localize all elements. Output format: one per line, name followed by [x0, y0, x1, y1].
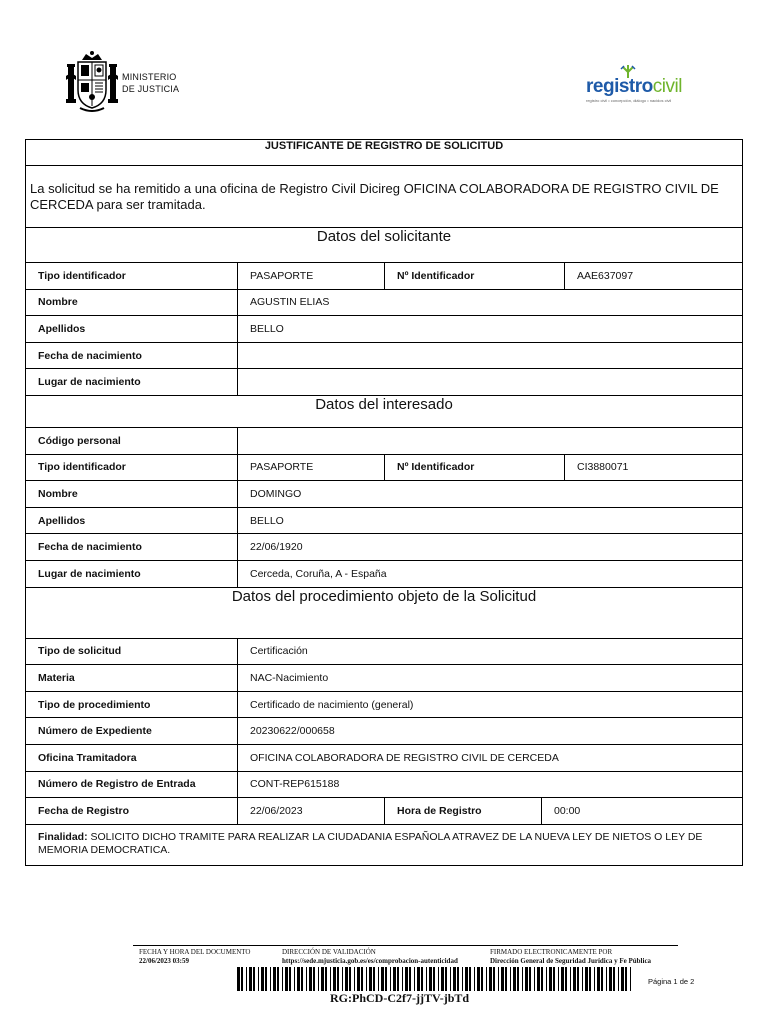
- field-label: Tipo identificador: [38, 269, 126, 282]
- table-row: [26, 534, 742, 561]
- field-label: Número de Expediente: [38, 725, 152, 738]
- field-label: Oficina Tramitadora: [38, 751, 137, 764]
- ministry-line-2: DE JUSTICIA: [122, 84, 180, 94]
- field-value: 00:00: [541, 798, 742, 824]
- section-heading-solicitante: [26, 228, 742, 263]
- field-label: Nombre: [38, 296, 78, 309]
- form-title: [26, 140, 742, 166]
- field-value: 20230622/000658: [237, 718, 742, 744]
- field-value: CONT-REP615188: [237, 772, 742, 798]
- ministry-name: [122, 71, 179, 95]
- field-label: Tipo identificador: [38, 461, 126, 474]
- table-row: [26, 263, 742, 290]
- footer-validation-block: [282, 948, 458, 965]
- intro-text-content: La solicitud se ha remitido a una oficina de Registro Civil Dicireg OFICINA COLABORADORA DE REGISTRO CIVIL DE CERCEDA para ser tramitada.: [30, 180, 719, 212]
- footer-date-label: FECHA Y HORA DEL DOCUMENTO: [139, 948, 251, 956]
- table-row: [26, 772, 742, 799]
- table-row: [26, 316, 742, 343]
- section-heading-procedimiento-text: Datos del procedimiento objeto de la Solicitud: [231, 587, 537, 605]
- field-value: Certificación: [237, 639, 742, 665]
- ministerio-justicia-logo: [64, 50, 194, 120]
- barcode-icon: [237, 967, 631, 991]
- section-heading-interesado: [26, 396, 742, 428]
- field-value: AGUSTIN ELIAS: [237, 290, 742, 316]
- footer-signature-block: [490, 948, 651, 965]
- field-label: Fecha de nacimiento: [38, 541, 142, 554]
- brand-main: registro: [586, 76, 653, 97]
- field-value: [237, 369, 742, 395]
- ministry-line-1: MINISTERIO: [122, 72, 177, 82]
- finalidad-label: Finalidad:: [38, 830, 88, 843]
- brand-wordmark: [586, 76, 682, 98]
- footer-divider: [133, 945, 678, 946]
- table-row: [26, 798, 742, 825]
- section-heading-procedimiento: [26, 588, 742, 639]
- field-label: Fecha de Registro: [38, 804, 130, 817]
- registro-civil-logo: [582, 62, 692, 106]
- field-value: NAC-Nacimiento: [237, 665, 742, 691]
- coat-of-arms-icon: [64, 50, 120, 116]
- table-row: [26, 290, 742, 317]
- field-value: 22/06/2023: [237, 798, 384, 824]
- registration-receipt-form: [25, 139, 743, 866]
- field-value: [237, 428, 742, 454]
- field-value: BELLO: [237, 508, 742, 534]
- field-label: Número de Registro de Entrada: [38, 778, 196, 791]
- field-label: Tipo de solicitud: [38, 645, 122, 658]
- brand-accent: civil: [652, 76, 682, 97]
- section-heading-solicitante-text: Datos del solicitante: [316, 228, 452, 245]
- field-label: Lugar de nacimiento: [38, 567, 141, 580]
- field-label: Tipo de procedimiento: [38, 698, 151, 711]
- table-row: [26, 481, 742, 508]
- field-label: Código personal: [38, 434, 121, 447]
- field-label: Nº Identificador: [384, 263, 564, 289]
- verification-code: RG:PhCD-C2f7-jjTV-jbTd: [330, 991, 470, 1005]
- field-value: DOMINGO: [237, 481, 742, 507]
- field-value: 22/06/1920: [237, 534, 742, 560]
- field-value: Cerceda, Coruña, A - España: [237, 561, 742, 587]
- field-label: Fecha de nacimiento: [38, 349, 142, 362]
- field-label: Nº Identificador: [384, 455, 564, 481]
- table-row: [26, 718, 742, 745]
- table-row: [26, 369, 742, 396]
- table-row: [26, 692, 742, 719]
- table-row: [26, 508, 742, 535]
- intro-text: [26, 166, 742, 228]
- section-heading-interesado-text: Datos del interesado: [315, 395, 453, 413]
- field-value: CI3880071: [564, 455, 742, 481]
- field-label: Apellidos: [38, 514, 86, 527]
- finalidad-text: SOLICITO DICHO TRAMITE PARA REALIZAR LA CIUDADANIA ESPAÑOLA ATRAVEZ DE LA NUEVA LEY DE NIETOS O LEY DE MEMORIA DEMOCRATICA.: [38, 830, 703, 856]
- table-row: [26, 561, 742, 588]
- field-label: Apellidos: [38, 322, 86, 335]
- table-row: [26, 343, 742, 370]
- footer-signature-value: Dirección General de Seguridad Jurídica y Fe Pública: [490, 957, 652, 965]
- footer-validation-label: DIRECCIÓN DE VALIDACIÓN: [282, 948, 376, 956]
- field-value: AAE637097: [564, 263, 742, 289]
- table-row: [26, 665, 742, 692]
- field-label: Hora de Registro: [384, 798, 541, 824]
- table-row: [26, 455, 742, 482]
- field-value: PASAPORTE: [237, 455, 384, 481]
- footer-validation-url[interactable]: https://sede.mjusticia.gob.es/es/comprobacion-autenticidad: [282, 957, 458, 965]
- table-row: [26, 428, 742, 455]
- page-number: Página 1 de 2: [648, 977, 695, 986]
- footer-date-value: 22/06/2023 03:59: [139, 957, 189, 965]
- field-label: Lugar de nacimiento: [38, 376, 141, 389]
- field-value: PASAPORTE: [237, 263, 384, 289]
- field-value: Certificado de nacimiento (general): [237, 692, 742, 718]
- table-row: [26, 745, 742, 772]
- footer-date-block: [139, 948, 251, 965]
- form-title-text: JUSTIFICANTE DE REGISTRO DE SOLICITUD: [264, 140, 504, 152]
- table-row: [26, 639, 742, 666]
- field-value: BELLO: [237, 316, 742, 342]
- field-label: Materia: [38, 671, 75, 684]
- finalidad-row: [26, 825, 742, 865]
- brand-tagline: registro civil • concepción, diálogo • nacidos civil: [586, 98, 672, 103]
- field-label: Nombre: [38, 487, 78, 500]
- field-value: [237, 343, 742, 369]
- footer-signature-label: FIRMADO ELECTRONICAMENTE POR: [490, 948, 613, 956]
- field-value: OFICINA COLABORADORA DE REGISTRO CIVIL DE CERCEDA: [237, 745, 742, 771]
